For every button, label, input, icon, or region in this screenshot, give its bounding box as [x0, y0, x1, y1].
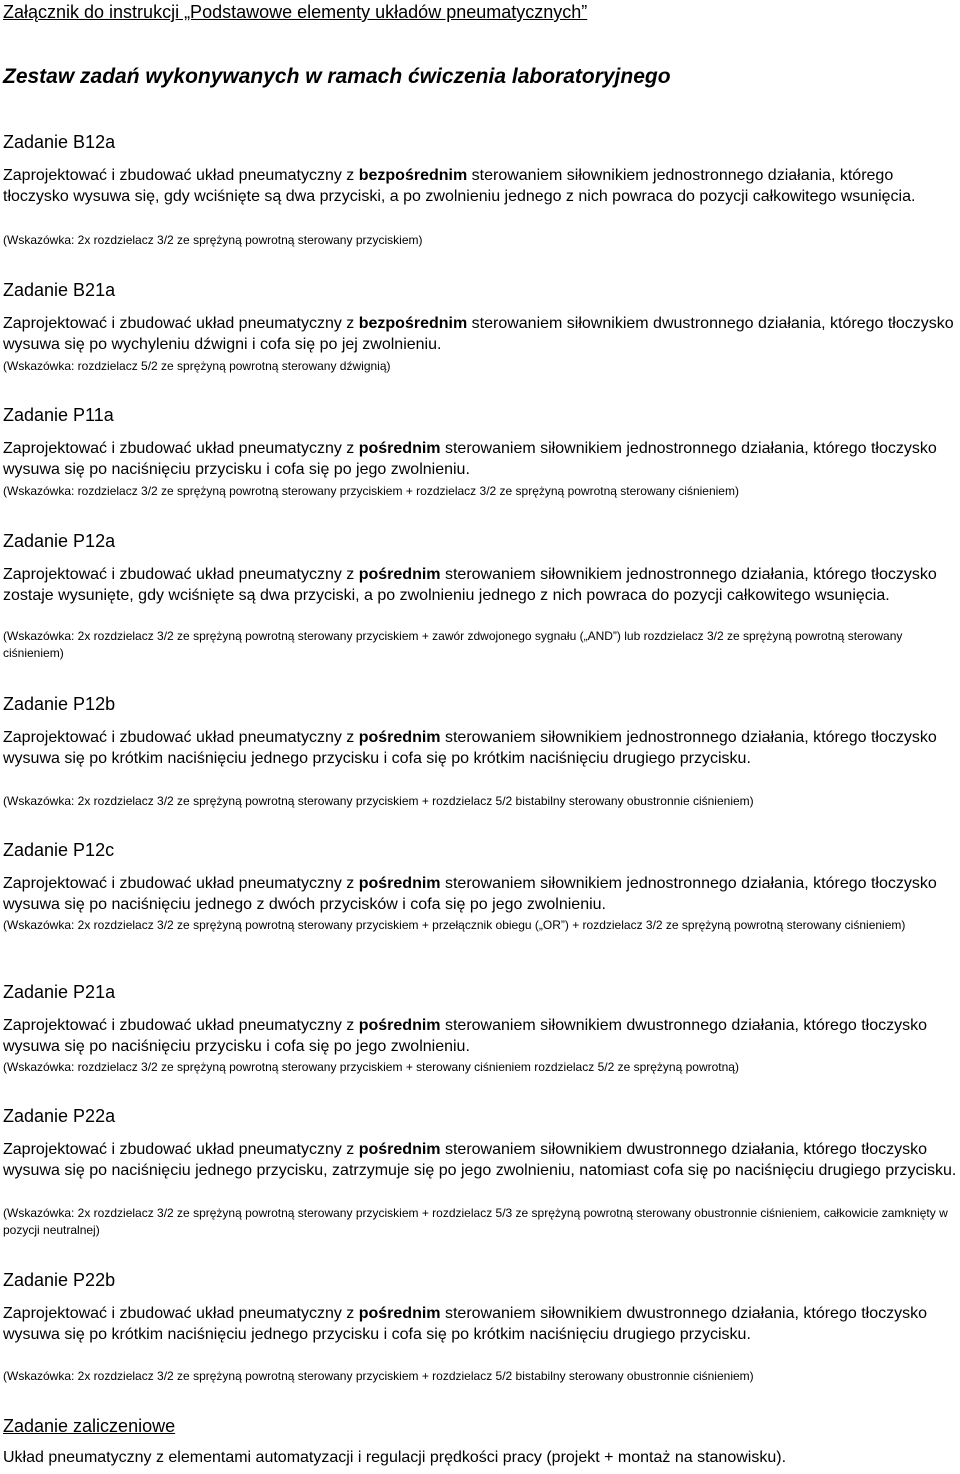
task-hint-b21a: (Wskazówka: rozdzielacz 5/2 ze sprężyną powrotną sterowany dźwignią)	[3, 359, 391, 373]
final-task-title: Zadanie zaliczeniowe	[3, 1416, 176, 1436]
task-description-p12b: Zaprojektować i zbudować układ pneumatyczny z pośrednim sterowaniem siłownikiem jednostronnego działania, którego tłoczysko wysuwa się po krótkim naciśnięciu jednego przycisku i cofa się po krótkim naciśnięciu drugiego przycisku.	[3, 729, 937, 767]
control-type: pośrednim	[358, 1017, 441, 1034]
control-type: pośrednim	[358, 440, 441, 457]
task-hint-p11a: (Wskazówka: rozdzielacz 3/2 ze sprężyną powrotną sterowany przyciskiem + rozdzielacz 3/2 ze sprężyną powrotną sterowany ciśnieniem)	[3, 484, 739, 498]
control-type: pośrednim	[358, 566, 441, 583]
task-hint-p22b: (Wskazówka: 2x rozdzielacz 3/2 ze sprężyną powrotną sterowany przyciskiem + rozdzielacz 5/2 bistabilny sterowany obustronnie ciśnieniem)	[3, 1369, 754, 1383]
task-description-p11a: Zaprojektować i zbudować układ pneumatyczny z pośrednim sterowaniem siłownikiem jednostronnego działania, którego tłoczysko wysuwa się po naciśnięciu przycisku i cofa się po jego zwolnieniu.	[3, 440, 937, 478]
task-title-p21a: Zadanie P21a	[3, 982, 116, 1002]
task-description-b21a: Zaprojektować i zbudować układ pneumatyczny z bezpośrednim sterowaniem siłownikiem dwustronnego działania, którego tłoczysko wysuwa się po wychyleniu dźwigni i cofa się po jej zwolnieniu.	[3, 315, 954, 353]
attachment-header: Załącznik do instrukcji „Podstawowe elementy układów pneumatycznych”	[3, 2, 588, 22]
control-type: pośrednim	[358, 1305, 441, 1322]
task-description-p22b: Zaprojektować i zbudować układ pneumatyczny z pośrednim sterowaniem siłownikiem dwustronnego działania, którego tłoczysko wysuwa się po krótkim naciśnięciu jednego przycisku i cofa się po krótkim naciśnięciu drugiego przycisku.	[3, 1305, 927, 1343]
task-description-b12a: Zaprojektować i zbudować układ pneumatyczny z bezpośrednim sterowaniem siłownikiem jednostronnego działania, którego tłoczysko wysuwa się, gdy wciśnięte są dwa przyciski, a po zwolnieniu jednego z nich powraca do pozycji całkowitego wsunięcia.	[3, 167, 916, 205]
task-description-p21a: Zaprojektować i zbudować układ pneumatyczny z pośrednim sterowaniem siłownikiem dwustronnego działania, którego tłoczysko wysuwa się po naciśnięciu przycisku i cofa się po jego zwolnieniu.	[3, 1017, 927, 1055]
task-title-p12b: Zadanie P12b	[3, 694, 116, 714]
task-hint-p12b: (Wskazówka: 2x rozdzielacz 3/2 ze sprężyną powrotną sterowany przyciskiem + rozdzielacz 5/2 bistabilny sterowany obustronnie ciśnieniem)	[3, 794, 754, 808]
task-description-p12a: Zaprojektować i zbudować układ pneumatyczny z pośrednim sterowaniem siłownikiem jednostronnego działania, którego tłoczysko zostaje wysunięte, gdy wciśnięte są dwa przyciski, a po zwolnieniu jednego z nich powraca do pozycji całkowitego wsunięcia.	[3, 566, 937, 604]
task-title-p22b: Zadanie P22b	[3, 1270, 116, 1290]
final-task-description: Układ pneumatyczny z elementami automatyzacji i regulacji prędkości pracy (projekt + montaż na stanowisku).	[3, 1449, 787, 1466]
task-title-p22a: Zadanie P22a	[3, 1106, 116, 1126]
task-description-p22a: Zaprojektować i zbudować układ pneumatyczny z pośrednim sterowaniem siłownikiem dwustronnego działania, którego tłoczysko wysuwa się po naciśnięciu jednego przycisku, zatrzymuje się po jego zwolnieniu, natomiast cofa się po naciśnięciu drugiego przycisku.	[3, 1141, 957, 1179]
control-type: pośrednim	[358, 1141, 441, 1158]
task-title-b12a: Zadanie B12a	[3, 132, 116, 152]
document-title: Zestaw zadań wykonywanych w ramach ćwiczenia laboratoryjnego	[3, 65, 671, 88]
control-type: bezpośrednim	[358, 167, 468, 184]
task-hint-b12a: (Wskazówka: 2x rozdzielacz 3/2 ze sprężyną powrotną sterowany przyciskiem)	[3, 233, 423, 247]
task-title-b21a: Zadanie B21a	[3, 280, 116, 300]
task-title-p11a: Zadanie P11a	[3, 405, 114, 425]
task-hint-p12c: (Wskazówka: 2x rozdzielacz 3/2 ze sprężyną powrotną sterowany przyciskiem + przełącznik obiegu („OR”) + rozdzielacz 3/2 ze sprężyną powrotną sterowany ciśnieniem)	[3, 918, 906, 932]
task-title-p12c: Zadanie P12c	[3, 840, 115, 860]
task-hint-p12a: (Wskazówka: 2x rozdzielacz 3/2 ze sprężyną powrotną sterowany przyciskiem + zawór zdwojonego sygnału („AND”) lub rozdzielacz 3/2 ze sprężyną powrotną sterowany ciśnieniem)	[3, 629, 903, 660]
task-hint-p21a: (Wskazówka: rozdzielacz 3/2 ze sprężyną powrotną sterowany przyciskiem + sterowany ciśnieniem rozdzielacz 5/2 ze sprężyną powrotną)	[3, 1060, 739, 1074]
control-type: pośrednim	[358, 875, 441, 892]
control-type: bezpośrednim	[358, 315, 468, 332]
control-type: pośrednim	[358, 729, 441, 746]
task-hint-p22a: (Wskazówka: 2x rozdzielacz 3/2 ze sprężyną powrotną sterowany przyciskiem + rozdzielacz 5/3 ze sprężyną powrotną sterowany obustronnie ciśnieniem, całkowicie zamknięty w pozycji neutralnej)	[3, 1206, 948, 1237]
task-description-p12c: Zaprojektować i zbudować układ pneumatyczny z pośrednim sterowaniem siłownikiem jednostronnego działania, którego tłoczysko wysuwa się po naciśnięciu jednego z dwóch przycisków i cofa się po jego zwolnieniu.	[3, 875, 937, 913]
task-title-p12a: Zadanie P12a	[3, 531, 116, 551]
